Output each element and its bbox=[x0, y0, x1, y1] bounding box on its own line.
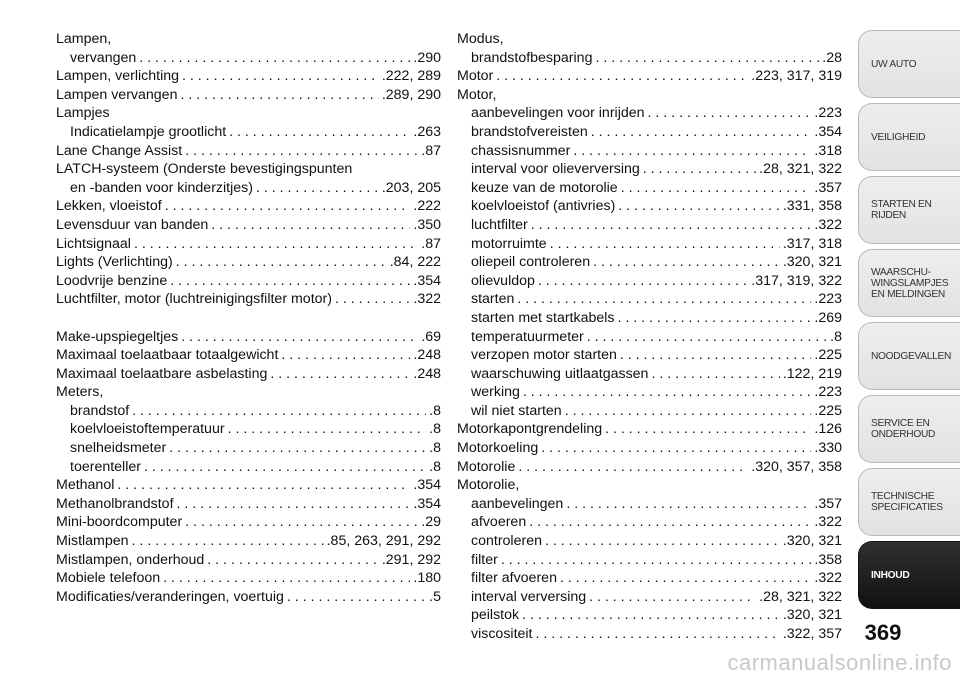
section-tabs bbox=[858, 30, 960, 614]
entry-label: Meters, bbox=[56, 384, 104, 401]
entry-pages[interactable]: .291, 292 bbox=[381, 551, 441, 568]
dot-leader bbox=[550, 235, 780, 254]
index-entry bbox=[56, 123, 441, 142]
entry-pages[interactable]: .318 bbox=[814, 142, 842, 159]
index-entry bbox=[457, 160, 842, 179]
entry-label: filter bbox=[471, 551, 498, 568]
entry-label: Motorolie bbox=[457, 458, 516, 475]
dot-leader bbox=[566, 495, 811, 514]
entry-label: Lampen, verlichting bbox=[56, 68, 180, 85]
index-entry bbox=[457, 458, 842, 477]
entry-label: Mistlampen, onderhoud bbox=[56, 551, 205, 568]
index-entry bbox=[457, 513, 842, 532]
index-entry bbox=[56, 235, 441, 254]
dot-leader bbox=[618, 197, 780, 216]
index-entry bbox=[56, 532, 441, 551]
tab-starten-en-rijden[interactable]: STARTEN EN RIJDEN bbox=[858, 176, 960, 244]
dot-leader bbox=[648, 104, 812, 123]
index-entry bbox=[56, 476, 441, 495]
index-entry bbox=[56, 86, 441, 105]
entry-label: keuze van de motorolie bbox=[471, 179, 618, 196]
index-entry bbox=[56, 49, 441, 68]
index-entry bbox=[457, 328, 842, 347]
dot-leader bbox=[229, 123, 410, 142]
index-entry bbox=[56, 551, 441, 570]
dot-leader bbox=[134, 235, 418, 254]
entry-pages[interactable]: .320, 357, 358 bbox=[751, 458, 842, 475]
entry-label: brandstofbesparing bbox=[471, 49, 593, 66]
index-entry bbox=[457, 216, 842, 235]
dot-leader bbox=[496, 67, 748, 86]
index-entry bbox=[457, 290, 842, 309]
dot-leader bbox=[573, 142, 811, 161]
entry-label: wil niet starten bbox=[471, 402, 562, 419]
entry-pages[interactable]: .126 bbox=[814, 421, 842, 438]
dot-leader bbox=[132, 402, 426, 421]
dot-leader bbox=[181, 328, 418, 347]
entry-pages[interactable]: .87 bbox=[421, 235, 441, 252]
entry-pages[interactable]: .222 bbox=[413, 198, 441, 215]
index-entry bbox=[457, 420, 842, 439]
entry-label: Motorkapontgrendeling bbox=[457, 421, 603, 438]
dot-leader bbox=[531, 216, 812, 235]
index-entry bbox=[457, 569, 842, 588]
entry-label: Lampen, bbox=[56, 31, 112, 47]
dot-leader bbox=[587, 328, 827, 347]
dot-leader bbox=[185, 142, 418, 161]
dot-leader bbox=[169, 439, 426, 458]
index-entry bbox=[457, 551, 842, 570]
dot-leader bbox=[182, 67, 379, 86]
entry-pages[interactable]: .317, 318 bbox=[782, 235, 842, 252]
entry-pages[interactable]: .290 bbox=[413, 49, 441, 66]
entry-pages[interactable]: .354 bbox=[413, 477, 441, 494]
entry-label: Lichtsignaal bbox=[56, 235, 131, 252]
entry-label: Modificaties/veranderingen, voertuig bbox=[56, 588, 284, 605]
entry-label: Maximaal toelaatbare asbelasting bbox=[56, 365, 268, 382]
entry-pages[interactable]: .28 bbox=[822, 49, 842, 66]
entry-label: koelvloeistof (antivries) bbox=[471, 198, 616, 215]
entry-label: olievuldop bbox=[471, 272, 535, 289]
dot-leader bbox=[517, 290, 811, 309]
entry-pages[interactable]: .357 bbox=[814, 495, 842, 512]
entry-label: Loodvrije benzine bbox=[56, 272, 168, 289]
index-entry bbox=[56, 253, 441, 272]
entry-pages[interactable]: .354 bbox=[814, 123, 842, 140]
tab-service-en-onderhoud[interactable]: SERVICE EN ONDERHOUD bbox=[858, 395, 960, 463]
entry-pages[interactable]: .8 bbox=[429, 458, 441, 475]
entry-label: interval voor olieverversing bbox=[471, 161, 640, 178]
index-column-left bbox=[56, 30, 441, 606]
entry-label: en -banden voor kinderzitjes) bbox=[70, 179, 253, 196]
entry-pages[interactable]: .354 bbox=[413, 495, 441, 512]
tab-technische-specificaties[interactable]: TECHNISCHE SPECIFICATIES bbox=[858, 468, 960, 536]
index-entry bbox=[457, 104, 842, 123]
entry-pages[interactable]: .69 bbox=[421, 328, 441, 345]
index-entry bbox=[56, 216, 441, 235]
index-entry bbox=[457, 123, 842, 142]
entry-label: aanbevelingen voor inrijden bbox=[471, 105, 645, 122]
entry-label: Methanolbrandstof bbox=[56, 495, 174, 512]
index-column-right bbox=[457, 30, 842, 644]
entry-pages[interactable]: .322 bbox=[814, 216, 842, 233]
entry-pages[interactable]: .180 bbox=[413, 570, 441, 587]
index-entry bbox=[457, 49, 842, 68]
entry-label: Motor bbox=[457, 68, 494, 85]
index-entry bbox=[56, 104, 441, 123]
index-entry bbox=[457, 402, 842, 421]
dot-leader bbox=[270, 365, 410, 384]
entry-label: filter afvoeren bbox=[471, 570, 557, 587]
dot-leader bbox=[518, 458, 748, 477]
dot-leader bbox=[595, 49, 819, 68]
entry-pages[interactable]: .28, 321, 322 bbox=[759, 588, 842, 605]
tab-inhoud[interactable]: INHOUD bbox=[858, 541, 960, 609]
page-number: 369 bbox=[864, 620, 902, 645]
index-entry bbox=[56, 458, 441, 477]
entry-gap bbox=[56, 309, 441, 328]
dot-leader bbox=[541, 439, 811, 458]
entry-pages[interactable]: .8 bbox=[429, 402, 441, 419]
entry-label: Lampen vervangen bbox=[56, 86, 178, 103]
dot-leader bbox=[620, 346, 811, 365]
entry-pages[interactable]: .248 bbox=[413, 347, 441, 364]
index-entry bbox=[56, 402, 441, 421]
entry-pages[interactable]: .87 bbox=[421, 142, 441, 159]
entry-pages[interactable]: .222, 289 bbox=[381, 68, 441, 85]
entry-pages[interactable]: .322 bbox=[814, 570, 842, 587]
dot-leader bbox=[565, 402, 812, 421]
entry-pages[interactable]: .8 bbox=[429, 421, 441, 438]
tab-noodgevallen[interactable]: NOODGEVALLEN bbox=[858, 322, 960, 390]
entry-label: starten met startkabels bbox=[471, 309, 615, 326]
index-entry bbox=[457, 142, 842, 161]
entry-pages[interactable]: .29 bbox=[421, 514, 441, 531]
index-entry bbox=[56, 346, 441, 365]
dot-leader bbox=[523, 383, 811, 402]
entry-pages[interactable]: .248 bbox=[413, 365, 441, 382]
index-entry bbox=[56, 67, 441, 86]
index-entry bbox=[457, 495, 842, 514]
entry-label: snelheidsmeter bbox=[70, 440, 167, 457]
index-entry bbox=[457, 476, 842, 495]
index-entry bbox=[457, 383, 842, 402]
entry-pages[interactable]: .322 bbox=[814, 514, 842, 531]
index-entry bbox=[457, 30, 842, 49]
entry-pages[interactable]: .223, 317, 319 bbox=[751, 68, 842, 85]
entry-pages[interactable]: .8 bbox=[429, 440, 441, 457]
entry-pages[interactable]: .320, 321 bbox=[782, 607, 842, 624]
entry-pages[interactable]: .5 bbox=[429, 588, 441, 605]
dot-leader bbox=[176, 253, 387, 272]
dot-leader bbox=[621, 179, 812, 198]
entry-label: Luchtfilter, motor (luchtreinigingsfilter motor) bbox=[56, 291, 332, 308]
entry-pages[interactable]: .331, 358 bbox=[782, 198, 842, 215]
index-entry bbox=[457, 197, 842, 216]
entry-label: verzopen motor starten bbox=[471, 347, 617, 364]
entry-label: temperatuurmeter bbox=[471, 328, 584, 345]
entry-label: Lekken, vloeistof bbox=[56, 198, 162, 215]
index-entry bbox=[56, 30, 441, 49]
entry-label: waarschuwing uitlaatgassen bbox=[471, 365, 649, 382]
dot-leader bbox=[180, 86, 378, 105]
index-entry bbox=[457, 346, 842, 365]
entry-pages[interactable]: .263 bbox=[413, 123, 441, 140]
entry-label: Mini-boordcomputer bbox=[56, 514, 183, 531]
dot-leader bbox=[170, 272, 410, 291]
entry-pages[interactable]: .354 bbox=[413, 272, 441, 289]
entry-label: oliepeil controleren bbox=[471, 254, 591, 271]
index-entry bbox=[56, 513, 441, 532]
entry-pages[interactable]: .28, 321, 322 bbox=[759, 161, 842, 178]
entry-pages[interactable]: .203, 205 bbox=[381, 179, 441, 196]
entry-label: motorruimte bbox=[471, 235, 547, 252]
dot-leader bbox=[643, 160, 756, 179]
dot-leader bbox=[335, 290, 410, 309]
entry-label: Maximaal toelaatbaar totaalgewicht bbox=[56, 347, 279, 364]
index-entry bbox=[56, 383, 441, 402]
index-entry bbox=[457, 179, 842, 198]
entry-label: koelvloeistoftemperatuur bbox=[70, 421, 225, 438]
index-entry bbox=[457, 365, 842, 384]
entry-label: werking bbox=[471, 384, 520, 401]
dot-leader bbox=[211, 216, 410, 235]
entry-label: starten bbox=[471, 291, 515, 308]
entry-pages[interactable]: .320, 321 bbox=[782, 254, 842, 271]
entry-pages[interactable]: .223 bbox=[814, 384, 842, 401]
tab-veiligheid[interactable]: VEILIGHEID bbox=[858, 103, 960, 171]
dot-leader bbox=[593, 253, 780, 272]
entry-label: Motorolie, bbox=[457, 477, 520, 494]
watermark: carmanualsonline.info bbox=[727, 650, 952, 675]
entry-label: Mobiele telefoon bbox=[56, 570, 161, 587]
dot-leader bbox=[117, 476, 410, 495]
dot-leader bbox=[139, 49, 410, 68]
entry-pages[interactable]: .350 bbox=[413, 216, 441, 233]
dot-leader bbox=[163, 569, 410, 588]
dot-leader bbox=[144, 458, 426, 477]
dot-leader bbox=[522, 606, 780, 625]
entry-pages[interactable]: .317, 319, 322 bbox=[751, 272, 842, 289]
dot-leader bbox=[281, 346, 410, 365]
entry-pages[interactable]: .223 bbox=[814, 105, 842, 122]
entry-pages[interactable]: .322, 357 bbox=[782, 626, 842, 642]
entry-label: Modus, bbox=[457, 31, 504, 47]
entry-label: toerenteller bbox=[70, 458, 141, 475]
dot-leader bbox=[591, 123, 812, 142]
entry-label: Lane Change Assist bbox=[56, 142, 183, 159]
index-entry bbox=[56, 439, 441, 458]
dot-leader bbox=[185, 513, 418, 532]
entry-label: vervangen bbox=[70, 49, 137, 66]
index-entry bbox=[457, 439, 842, 458]
index-entry bbox=[457, 272, 842, 291]
index-entry bbox=[56, 197, 441, 216]
index-entry bbox=[56, 588, 441, 607]
entry-pages[interactable]: .122, 219 bbox=[782, 365, 842, 382]
tab-waarschu-wingslampjes-en-meldingen[interactable]: WAARSCHU-WINGSLAMPJES EN MELDINGEN bbox=[858, 249, 960, 317]
entry-label: chassisnummer bbox=[471, 142, 571, 159]
dot-leader bbox=[165, 197, 411, 216]
index-entry bbox=[56, 365, 441, 384]
index-entry bbox=[56, 328, 441, 347]
index-entry bbox=[457, 588, 842, 607]
entry-label: aanbevelingen bbox=[471, 495, 564, 512]
index-entry bbox=[56, 290, 441, 309]
entry-pages[interactable]: .225 bbox=[814, 402, 842, 419]
dot-leader bbox=[228, 420, 427, 439]
entry-pages[interactable]: .357 bbox=[814, 179, 842, 196]
entry-label: interval verversing bbox=[471, 588, 587, 605]
index-entry bbox=[457, 67, 842, 86]
dot-leader bbox=[287, 588, 426, 607]
index-entry bbox=[457, 532, 842, 551]
entry-pages[interactable]: .8 bbox=[830, 328, 842, 345]
entry-label: brandstof bbox=[70, 402, 130, 419]
entry-label: Lampjes bbox=[56, 105, 110, 122]
index-entry bbox=[56, 495, 441, 514]
index-entry bbox=[56, 179, 441, 198]
index-entry bbox=[457, 309, 842, 328]
dot-leader bbox=[589, 588, 756, 607]
entry-pages[interactable]: .289, 290 bbox=[381, 86, 441, 103]
entry-pages[interactable]: .85, 263, 291, 292 bbox=[326, 533, 441, 550]
index-entry bbox=[56, 569, 441, 588]
dot-leader bbox=[618, 309, 812, 328]
dot-leader bbox=[545, 532, 780, 551]
entry-label: luchtfilter bbox=[471, 216, 528, 233]
entry-pages[interactable]: .358 bbox=[814, 551, 842, 568]
index-entry bbox=[457, 253, 842, 272]
entry-pages[interactable]: .269 bbox=[814, 309, 842, 326]
dot-leader bbox=[132, 532, 324, 551]
entry-label: Lights (Verlichting) bbox=[56, 254, 173, 271]
entry-label: Motorkoeling bbox=[457, 440, 539, 457]
entry-label: Mistlampen bbox=[56, 533, 129, 550]
entry-label: controleren bbox=[471, 533, 542, 550]
entry-pages[interactable]: .320, 321 bbox=[782, 533, 842, 550]
entry-label: LATCH-systeem (Onderste bevestigingspunten bbox=[56, 161, 353, 178]
entry-label: Levensduur van banden bbox=[56, 216, 209, 233]
index-entry bbox=[56, 272, 441, 291]
entry-label: Motor, bbox=[457, 86, 497, 103]
entry-label: viscositeit bbox=[471, 626, 533, 642]
index-entry bbox=[56, 160, 441, 179]
entry-pages[interactable]: .223 bbox=[814, 291, 842, 308]
entry-pages[interactable]: .225 bbox=[814, 347, 842, 364]
index-entry bbox=[457, 86, 842, 105]
dot-leader bbox=[605, 420, 811, 439]
dot-leader bbox=[538, 272, 748, 291]
entry-label: Methanol bbox=[56, 477, 115, 494]
index-entry bbox=[56, 420, 441, 439]
dot-leader bbox=[651, 365, 779, 384]
dot-leader bbox=[256, 179, 379, 198]
index-entry bbox=[56, 142, 441, 161]
entry-label: Indicatielampje grootlicht bbox=[70, 123, 227, 140]
dot-leader bbox=[207, 551, 379, 570]
dot-leader bbox=[529, 513, 811, 532]
index-entry bbox=[457, 606, 842, 625]
entry-pages[interactable]: .330 bbox=[814, 440, 842, 457]
dot-leader bbox=[501, 551, 812, 570]
entry-label: peilstok bbox=[471, 607, 520, 624]
entry-pages[interactable]: .322 bbox=[413, 291, 441, 308]
entry-label: afvoeren bbox=[471, 514, 527, 531]
entry-label: Make-upspiegeltjes bbox=[56, 328, 179, 345]
dot-leader bbox=[536, 625, 780, 644]
dot-leader bbox=[560, 569, 811, 588]
index-entry bbox=[457, 235, 842, 254]
tab-uw-auto[interactable]: UW AUTO bbox=[858, 30, 960, 98]
entry-pages[interactable]: .84, 222 bbox=[389, 254, 441, 271]
dot-leader bbox=[177, 495, 411, 514]
entry-label: brandstofvereisten bbox=[471, 123, 588, 140]
index-entry bbox=[457, 625, 842, 644]
